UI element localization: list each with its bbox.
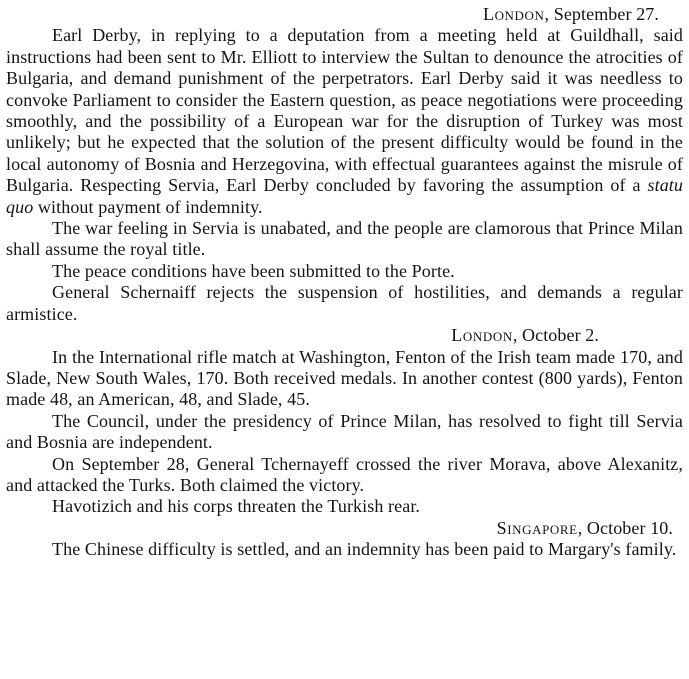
paragraph-text: The Chinese difficulty is settled, and an indemnity has been paid to Margary's family. [52,539,677,560]
paragraph-text: In the International rifle match at Washington, Fenton of the Irish team made 170, and Slade, New South Wales, 170. Both received medals. In another contest (800 yards), Fenton made 48, an American, 48, and Slade, 45. [6,346,683,410]
paragraph-text: The war feeling in Servia is unabated, and the people are clamorous that Prince Milan shall assume the royal title. [6,218,683,260]
paragraph [6,25,683,218]
paragraph [6,282,683,325]
paragraph [6,261,683,282]
paragraph [6,496,683,517]
dateline-date: , October 2. [512,325,599,346]
paragraph-text: General Schernaiff rejects the suspension of hostilities, and demands a regular armistice. [6,282,683,324]
dispatch-london-oct2 [6,325,683,518]
paragraph-text: The Council, under the presidency of Prince Milan, has resolved to fight till Servia and Bosnia are independent. [6,410,683,453]
paragraph [6,454,683,497]
paragraph [6,539,683,560]
paragraph-text: Earl Derby, in replying to a deputation from a meeting held at Guildhall, said instructions had been sent to Mr. Elliott to interview the Sultan to denounce the atrocities of Bulgaria, and demand punishment of the perpetrators. Earl Derby said it was needless to convoke Parliament to consider the Eastern question, as peace negotiations were proceeding smoothly, and the possibility of a European war for the disruption of Turkey was most unlikely; but he expected that the solution of the present difficulty would be found in the local autonomy of Bosnia and Herzegovina, with effectual guarantees against the misrule of Bulgaria. Respecting Servia, Earl Derby concluded by favoring the assumption of a [6,25,683,196]
dateline [6,325,683,346]
dateline [6,518,683,539]
dispatch-singapore-oct10 [6,518,683,561]
paragraph-text: The peace conditions have been submitted to the Porte. [52,260,455,281]
dateline-date: , October 10. [577,517,673,538]
paragraph [6,347,683,411]
paragraph [6,218,683,261]
paragraph-text-continued: without payment of indemnity. [33,196,263,217]
dateline-place: London [482,4,545,24]
dateline-date: , September 27. [544,4,659,24]
paragraph-text: On September 28, General Tchernayeff crossed the river Morava, above Alexanitz, and attacked the Turks. Both claimed the victory. [6,453,683,495]
dateline-place: London [451,325,513,346]
dispatch-london-sep27 [6,4,683,325]
dateline [6,4,683,25]
dateline-place: Singapore [496,517,578,538]
paragraph [6,411,683,454]
paragraph-text: Havotizich and his corps threaten the Turkish rear. [52,496,421,517]
paragraph-italic-text: statu quo [6,175,683,217]
